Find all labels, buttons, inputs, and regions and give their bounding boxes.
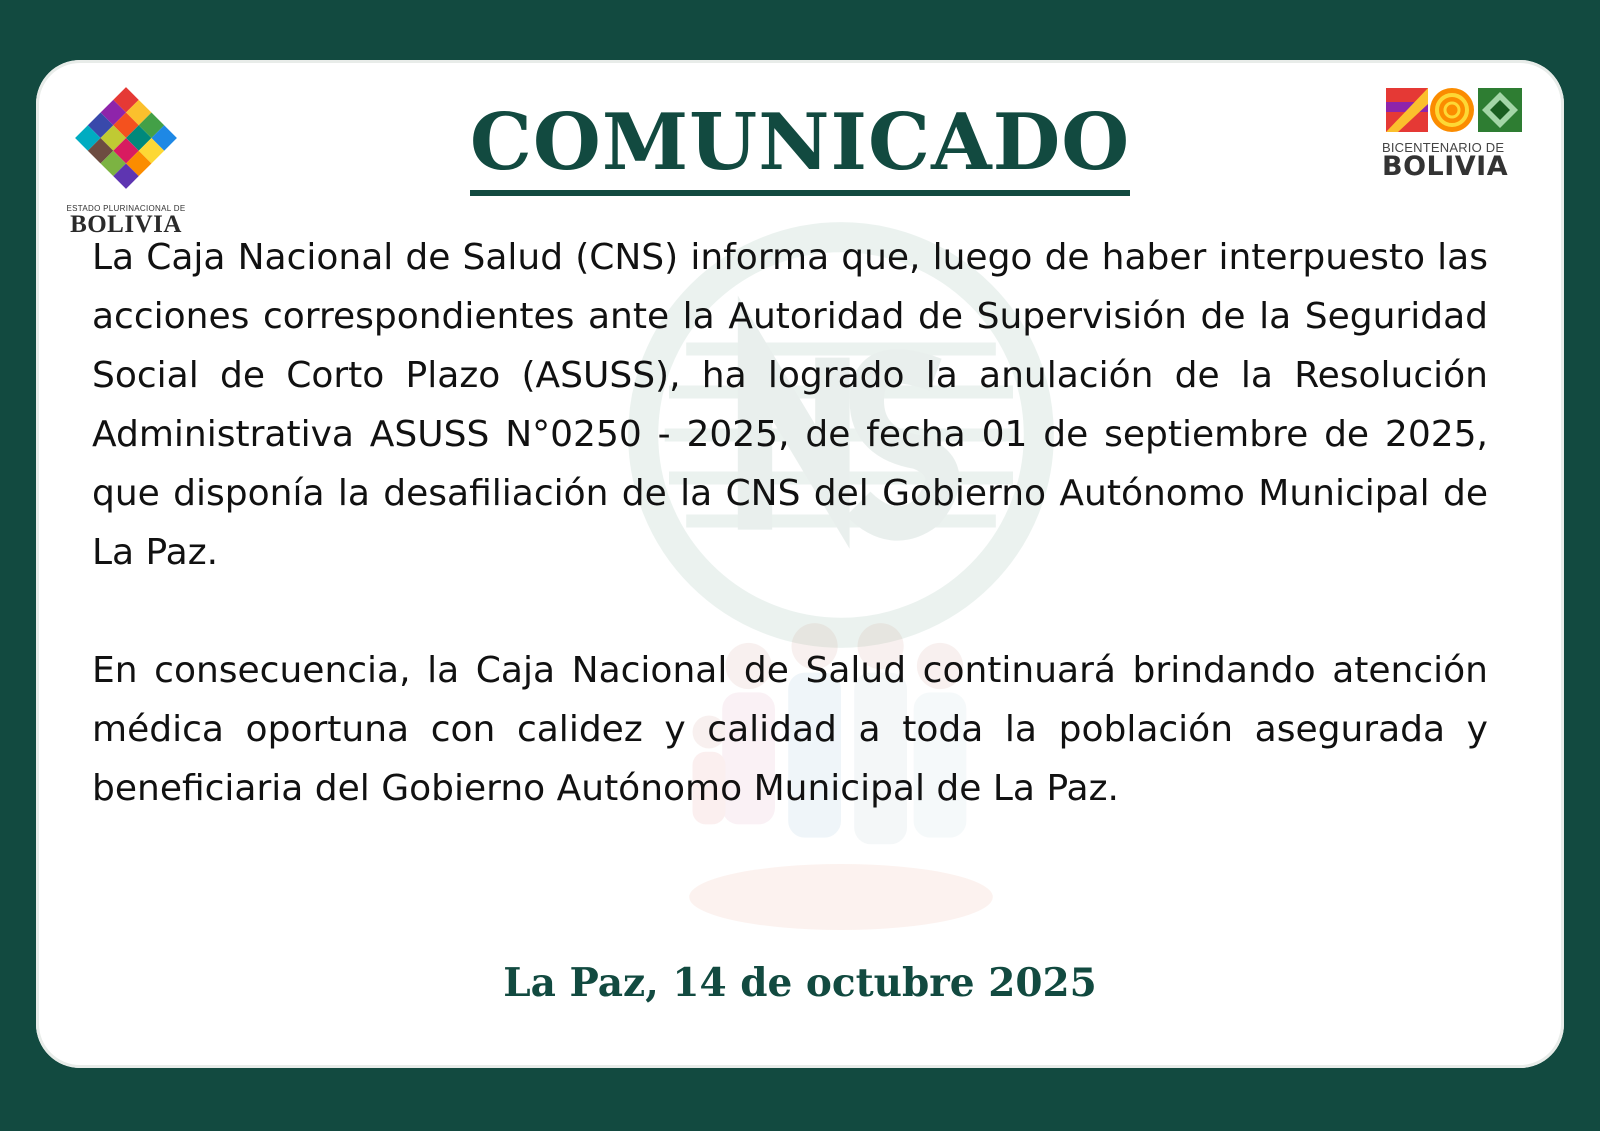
body-paragraph-2: En consecuencia, la Caja Nacional de Salud continuará brindando atención médica oportuna con calidez y calidad a toda la población asegurada y beneficiaria del Gobierno Autónomo Municipal de La Paz. [92, 650, 1488, 809]
logo-left-caption-small: ESTADO PLURINACIONAL DE [66, 204, 186, 213]
logo-left-caption-big: BOLIVIA [70, 211, 182, 238]
logo-right-caption-small: BICENTENARIO DE [1382, 140, 1505, 155]
bicentenario-emblem-icon [1382, 84, 1526, 138]
body-paragraph-1: La Caja Nacional de Salud (CNS) informa que, luego de haber interpuesto las acciones correspondientes ante la Autoridad de Supervisión de la Seguridad Social de Corto Plazo (ASUSS), ha logrado la anulación de la Resolución Administrativa ASUSS N°0250 - 2025, de fecha 01 de septiembre de 2025, que disponía la desafiliación de la CNS del Gobierno Autónomo Municipal de La Paz. [92, 237, 1488, 573]
page-title: COMUNICADO [470, 98, 1130, 196]
communique-card [36, 60, 1564, 1068]
communique-date: La Paz, 14 de octubre 2025 [503, 960, 1097, 1006]
logo-right-caption-big: BOLIVIA [1382, 151, 1509, 182]
communique-body [92, 228, 1488, 877]
title-wrapper [36, 98, 1564, 196]
bicentenario-logo [1382, 84, 1526, 184]
